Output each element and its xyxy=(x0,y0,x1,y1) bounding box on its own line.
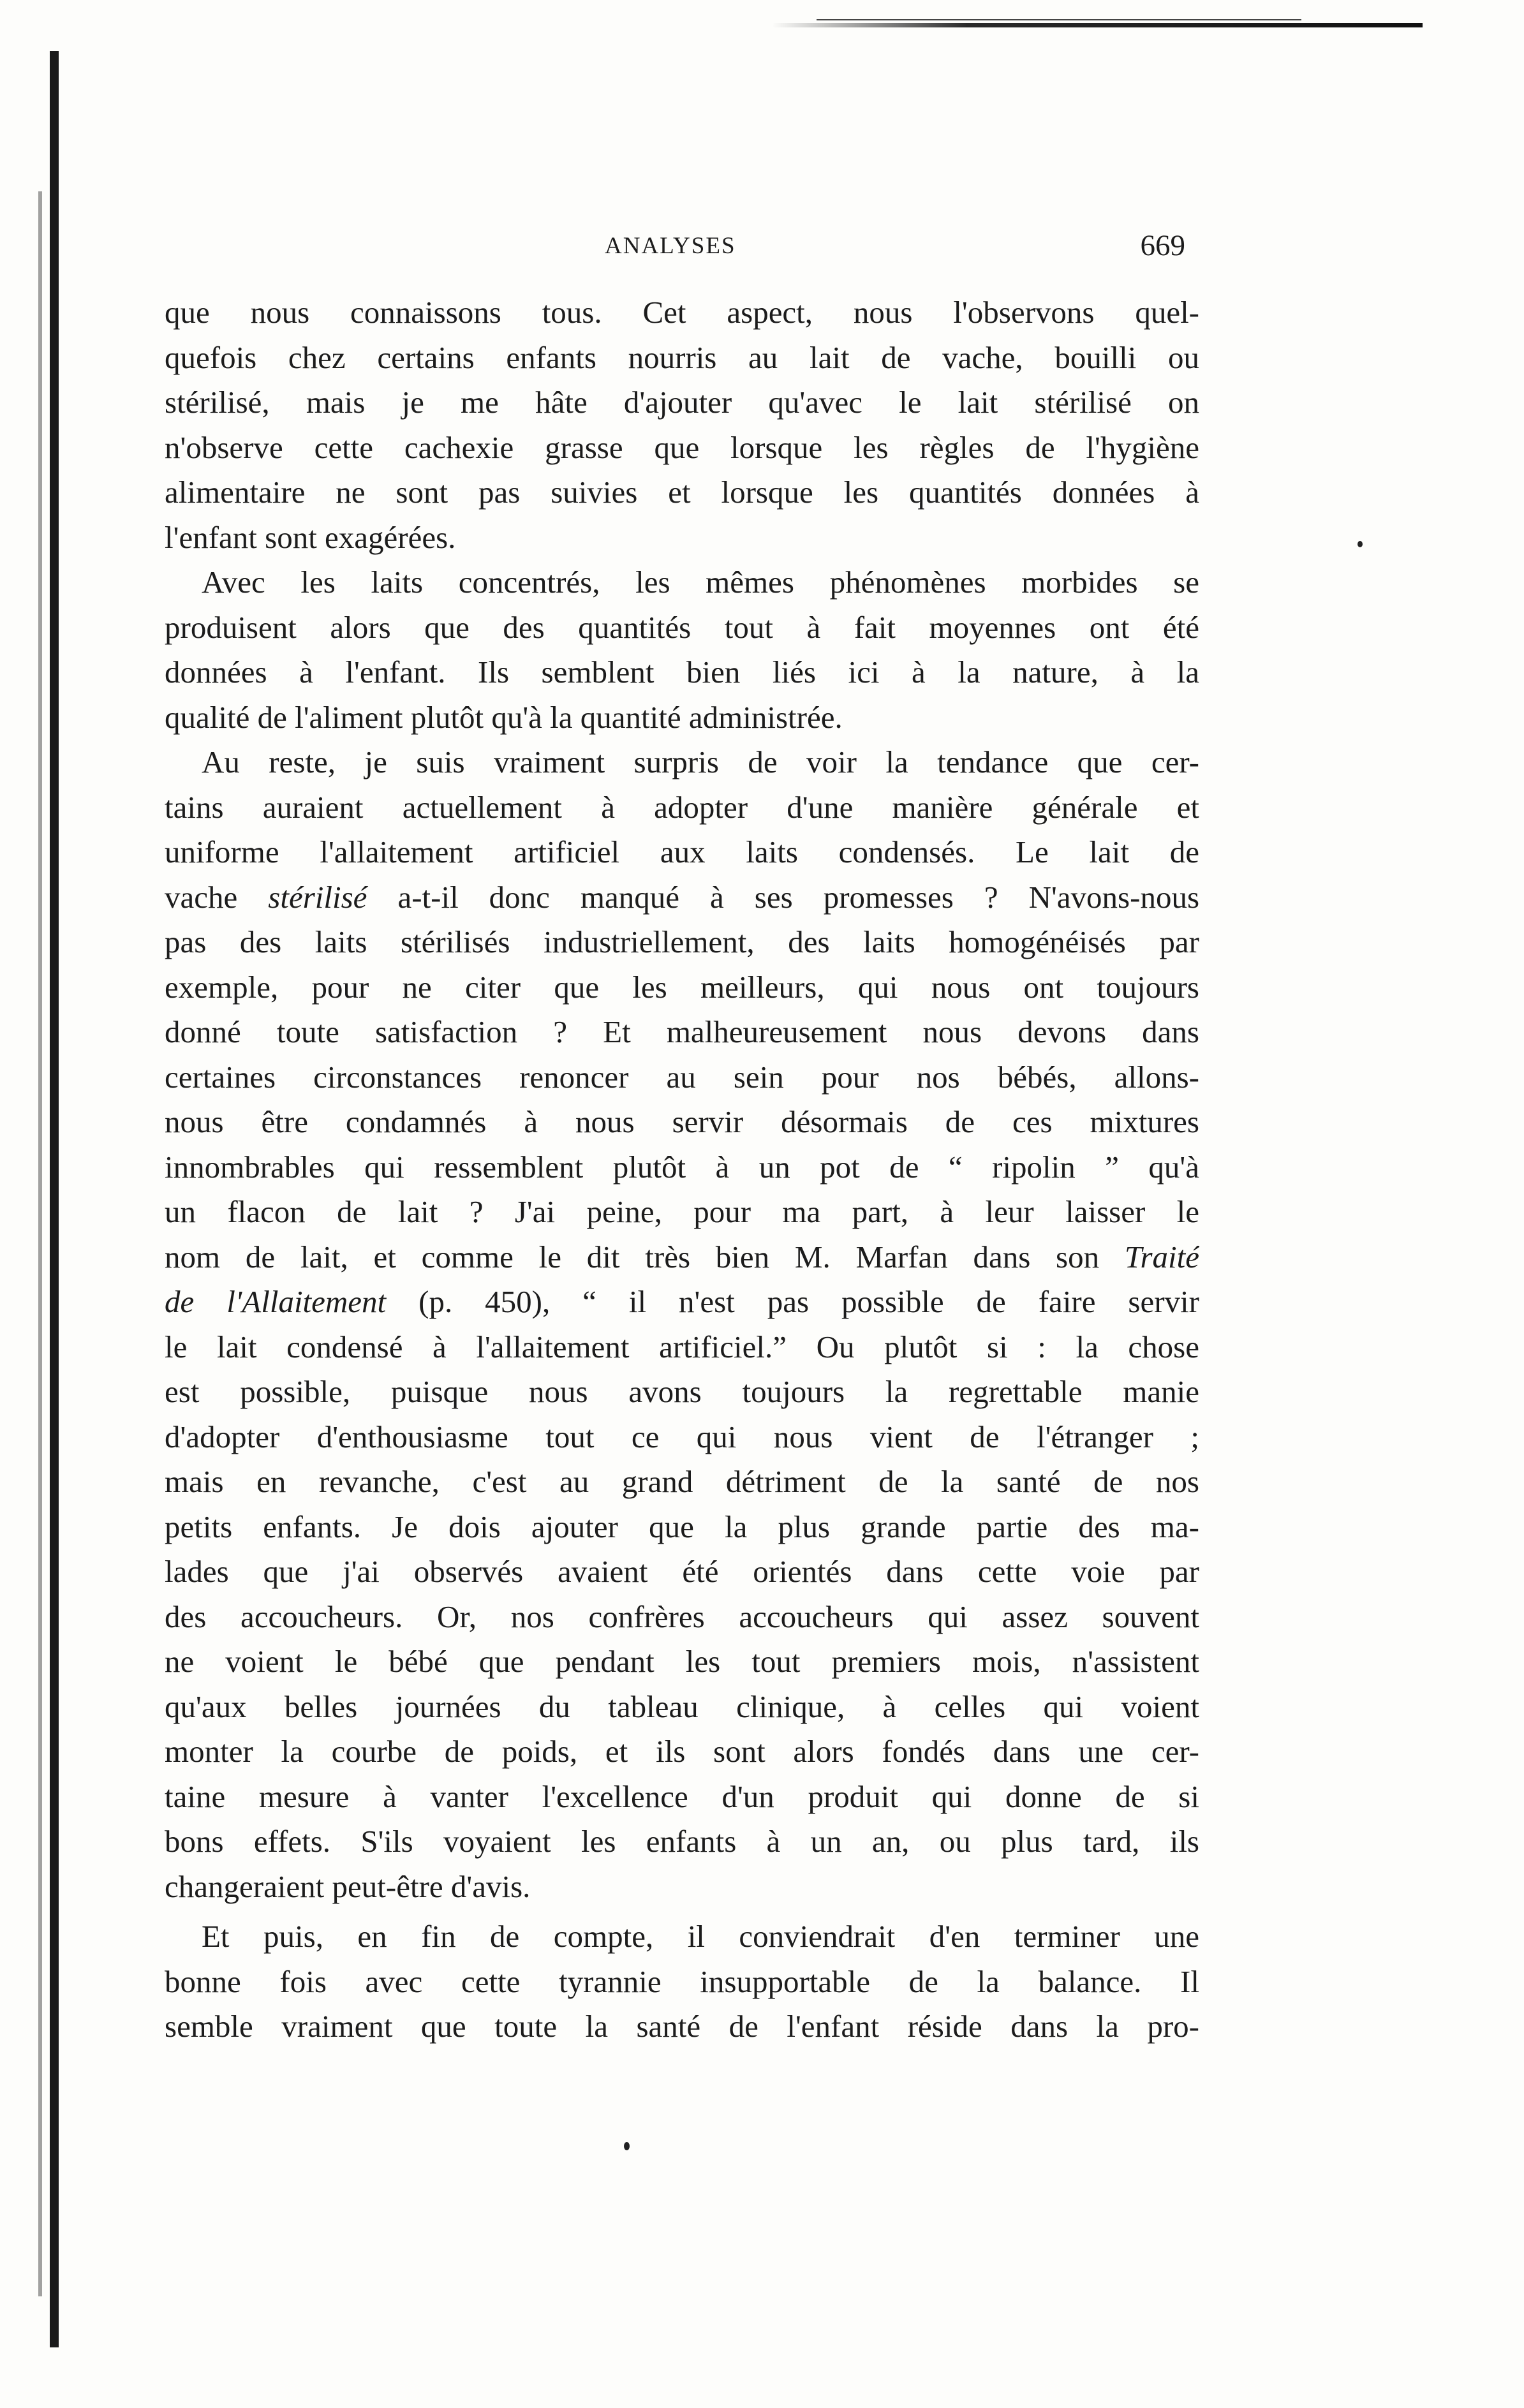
text-line: ne voient le bébé que pendant les tout premiers mois, n'assistent xyxy=(165,1644,1199,1679)
text-segment: nom de lait, et comme le dit très bien M. Marfan dans son xyxy=(165,1239,1100,1274)
page-number: 669 xyxy=(1140,229,1185,262)
text-line: l'enfant sont exagérées. xyxy=(165,519,456,555)
running-title: ANALYSES xyxy=(605,233,736,259)
text-line: des accoucheurs. Or, nos confrères accoucheurs qui assez souvent xyxy=(165,1599,1199,1634)
text-line: Avec les laits concentrés, les mêmes phénomènes morbides se xyxy=(202,565,1199,600)
text-line: bonne fois avec cette tyrannie insupportable de la balance. Il xyxy=(165,1963,1199,1999)
text-line: qu'aux belles journées du tableau clinique, à celles qui voient xyxy=(165,1688,1199,1724)
text-line: petits enfants. Je dois ajouter que la plus grande partie des ma- xyxy=(165,1509,1199,1544)
text-line: Au reste, je suis vraiment surpris de voir la tendance que cer- xyxy=(202,744,1199,779)
text-line: donné toute satisfaction ? Et malheureusement nous devons dans xyxy=(165,1014,1199,1049)
text-line: données à l'enfant. Ils semblent bien liés ici à la nature, à la xyxy=(165,654,1199,690)
scan-top-rule xyxy=(772,23,1423,27)
text-line-mixed xyxy=(165,1280,1199,1325)
text-line: le lait condensé à l'allaitement artificiel.” Ou plutôt si : la chose xyxy=(165,1329,1199,1364)
text-line: tains auraient actuellement à adopter d'une manière générale et xyxy=(165,789,1199,825)
text-line: nous être condamnés à nous servir désormais de ces mixtures xyxy=(165,1104,1199,1139)
text-line: stérilisé, mais je me hâte d'ajouter qu'avec le lait stérilisé on xyxy=(165,385,1199,420)
italic-title-traite: Traité xyxy=(1124,1239,1199,1274)
text-line: Et puis, en fin de compte, il conviendrait d'en terminer une xyxy=(202,1919,1199,1954)
text-line: taine mesure à vanter l'excellence d'un produit qui donne de si xyxy=(165,1778,1199,1814)
text-line: pas des laits stérilisés industriellement, des laits homogénéisés par xyxy=(165,924,1199,959)
running-head xyxy=(165,228,1185,267)
text-line: lades que j'ai observés avaient été orientés dans cette voie par xyxy=(165,1554,1199,1589)
text-segment: vache xyxy=(165,879,238,915)
text-line: qualité de l'aliment plutôt qu'à la quantité administrée. xyxy=(165,699,843,735)
scan-top-rule-thin xyxy=(817,19,1301,20)
binding-shadow xyxy=(38,191,42,2296)
text-line: bons effets. S'ils voyaient les enfants à un an, ou plus tard, ils xyxy=(165,1824,1199,1859)
page-binding-edge xyxy=(50,51,59,2347)
text-line: monter la courbe de poids, et ils sont alors fondés dans une cer- xyxy=(165,1734,1199,1769)
text-line: uniforme l'allaitement artificiel aux laits condensés. Le lait de xyxy=(165,834,1199,869)
text-segment: (p. 450), “ il n'est pas possible de faire servir xyxy=(418,1284,1199,1319)
italic-term-sterilise: stérilisé xyxy=(268,879,367,915)
text-line: quefois chez certains enfants nourris au lait de vache, bouilli ou xyxy=(165,339,1199,375)
text-line: n'observe cette cachexie grasse que lorsque les règles de l'hygiène xyxy=(165,429,1199,465)
text-line-mixed xyxy=(165,1235,1199,1280)
text-line: exemple, pour ne citer que les meilleurs, qui nous ont toujours xyxy=(165,969,1199,1005)
text-line: certaines circonstances renoncer au sein pour nos bébés, allons- xyxy=(165,1059,1199,1095)
ink-speck xyxy=(1358,541,1363,547)
text-line: innombrables qui ressemblent plutôt à un pot de “ ripolin ” qu'à xyxy=(165,1149,1199,1185)
text-line: semble vraiment que toute la santé de l'enfant réside dans la pro- xyxy=(165,2009,1199,2044)
text-line-mixed xyxy=(165,875,1199,920)
ink-speck xyxy=(624,2142,630,2150)
text-line: d'adopter d'enthousiasme tout ce qui nous vient de l'étranger ; xyxy=(165,1419,1199,1454)
text-line: mais en revanche, c'est au grand détriment de la santé de nos xyxy=(165,1464,1199,1499)
text-line: un flacon de lait ? J'ai peine, pour ma part, à leur laisser le xyxy=(165,1194,1199,1229)
text-line: que nous connaissons tous. Cet aspect, nous l'observons quel- xyxy=(165,295,1199,330)
italic-title-allaitement: de l'Allaitement xyxy=(165,1284,387,1319)
body-text xyxy=(165,290,1199,2050)
text-line: est possible, puisque nous avons toujours la regrettable manie xyxy=(165,1374,1199,1409)
text-line: changeraient peut-être d'avis. xyxy=(165,1868,531,1904)
text-line: alimentaire ne sont pas suivies et lorsque les quantités données à xyxy=(165,475,1199,510)
text-segment: a-t-il donc manqué à ses promesses ? N'avons-nous xyxy=(397,879,1199,915)
text-line: produisent alors que des quantités tout à fait moyennes ont été xyxy=(165,609,1199,645)
